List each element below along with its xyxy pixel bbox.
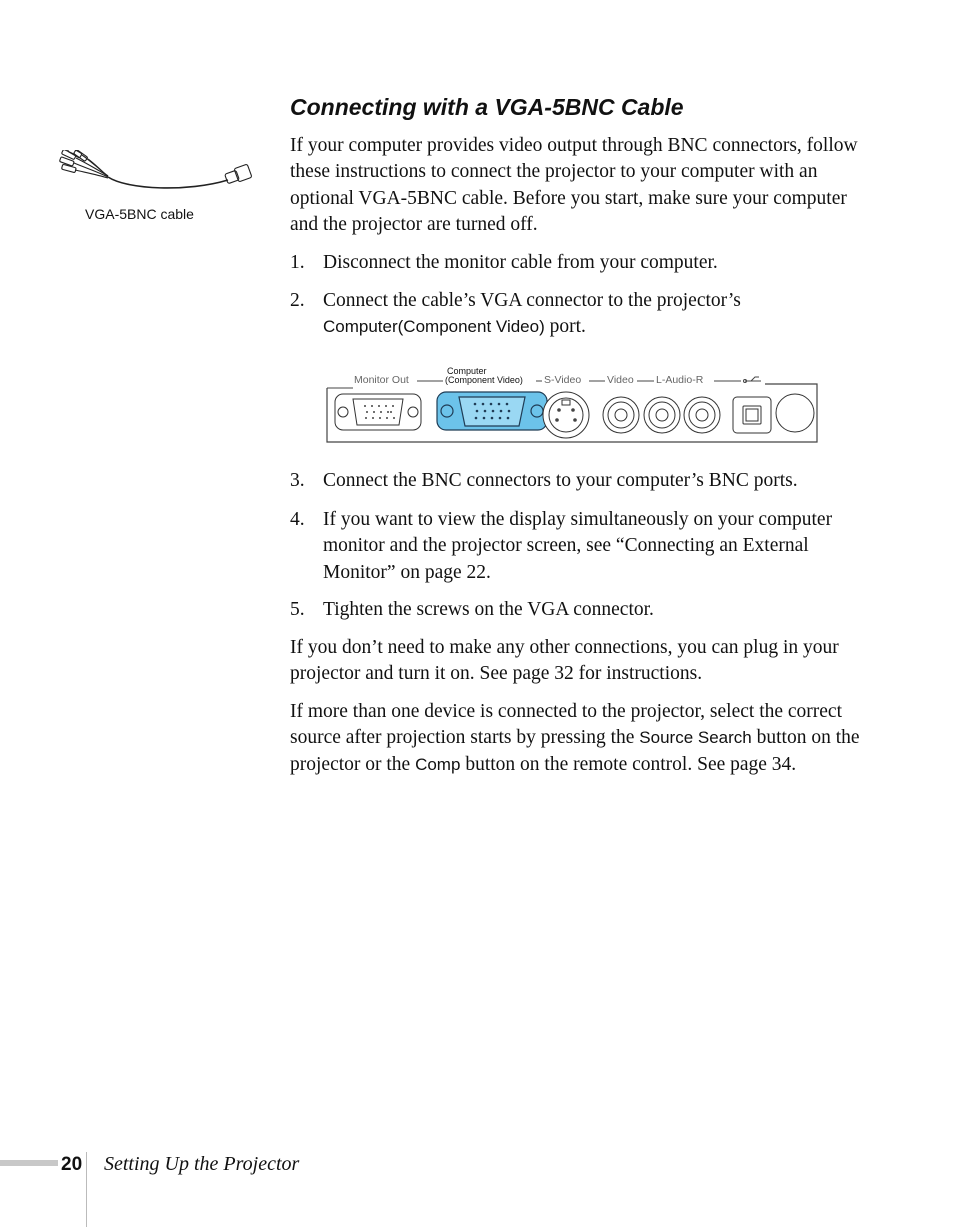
vga-5bnc-cable-illustration (58, 150, 258, 200)
step-item (290, 468, 860, 496)
label-audio: L-Audio-R (656, 374, 704, 386)
video-port (603, 397, 639, 433)
step-item (290, 597, 860, 625)
port-name-computer: Computer(Component Video) (323, 317, 545, 337)
step-number: 5. (290, 599, 305, 620)
label-monitor-out: Monitor Out (354, 374, 409, 386)
source-text-b: button on the projector or the (290, 727, 860, 775)
footer-rule (86, 1152, 87, 1227)
closing-paragraph: If you don’t need to make any other connections, you can plug in your projector and turn it on. See page 32 for instructions. (290, 637, 839, 685)
step-text-before: Connect the cable’s VGA connector to the projector’s (323, 290, 741, 311)
step-item (290, 288, 860, 342)
audio-right-port (684, 397, 720, 433)
monitor-out-port (335, 394, 421, 430)
step-text: Disconnect the monitor cable from your computer. (323, 252, 718, 273)
intro-paragraph: If your computer provides video output through BNC connectors, follow these instructions to connect the projector to your computer with an optional VGA-5BNC cable. Before you start, make sure your computer and the projector are turned off. (290, 135, 858, 235)
source-paragraph (290, 699, 860, 778)
usb-port (733, 397, 771, 433)
computer-component-video-port (437, 392, 547, 430)
step-item (290, 250, 860, 278)
step-text (323, 288, 858, 341)
step-text: Tighten the screws on the VGA connector. (323, 599, 654, 620)
panel-round-cap (776, 394, 814, 432)
step-number: 1. (290, 252, 305, 273)
section-title: Connecting with a VGA-5BNC Cable (290, 94, 684, 120)
comp-button-name: Comp (415, 754, 461, 774)
page-number: 20 (61, 1154, 83, 1175)
figure-caption: VGA-5BNC cable (85, 206, 194, 222)
step-text: If you want to view the display simultaneously on your computer monitor and the projector screen, see “Connecting an External Monitor” on page 22. (323, 509, 833, 583)
step-text: Connect the BNC connectors to your computer’s BNC ports. (323, 470, 798, 491)
source-text-a: If more than one device is connected to the projector, select the correct source after projection starts by pressing the (290, 701, 843, 749)
audio-left-port (644, 397, 680, 433)
usb-symbol-icon (744, 377, 762, 383)
step-item (290, 507, 860, 587)
step-number: 3. (290, 470, 305, 491)
projector-port-panel (325, 364, 819, 446)
source-text-c: button on the remote control. See page 34. (460, 753, 797, 775)
label-s-video: S-Video (544, 374, 582, 386)
label-video: Video (607, 374, 634, 386)
running-footer-title: Setting Up the Projector (104, 1153, 300, 1175)
s-video-port (543, 392, 589, 438)
step-number: 4. (290, 509, 305, 530)
source-search-button-name: Source Search (639, 728, 752, 748)
step-number: 2. (290, 290, 305, 311)
label-computer-line1: Computer (447, 366, 487, 376)
label-computer-line2: (Component Video) (445, 375, 523, 385)
footer-bar (0, 1160, 58, 1166)
step-text-after: port. (544, 316, 586, 338)
